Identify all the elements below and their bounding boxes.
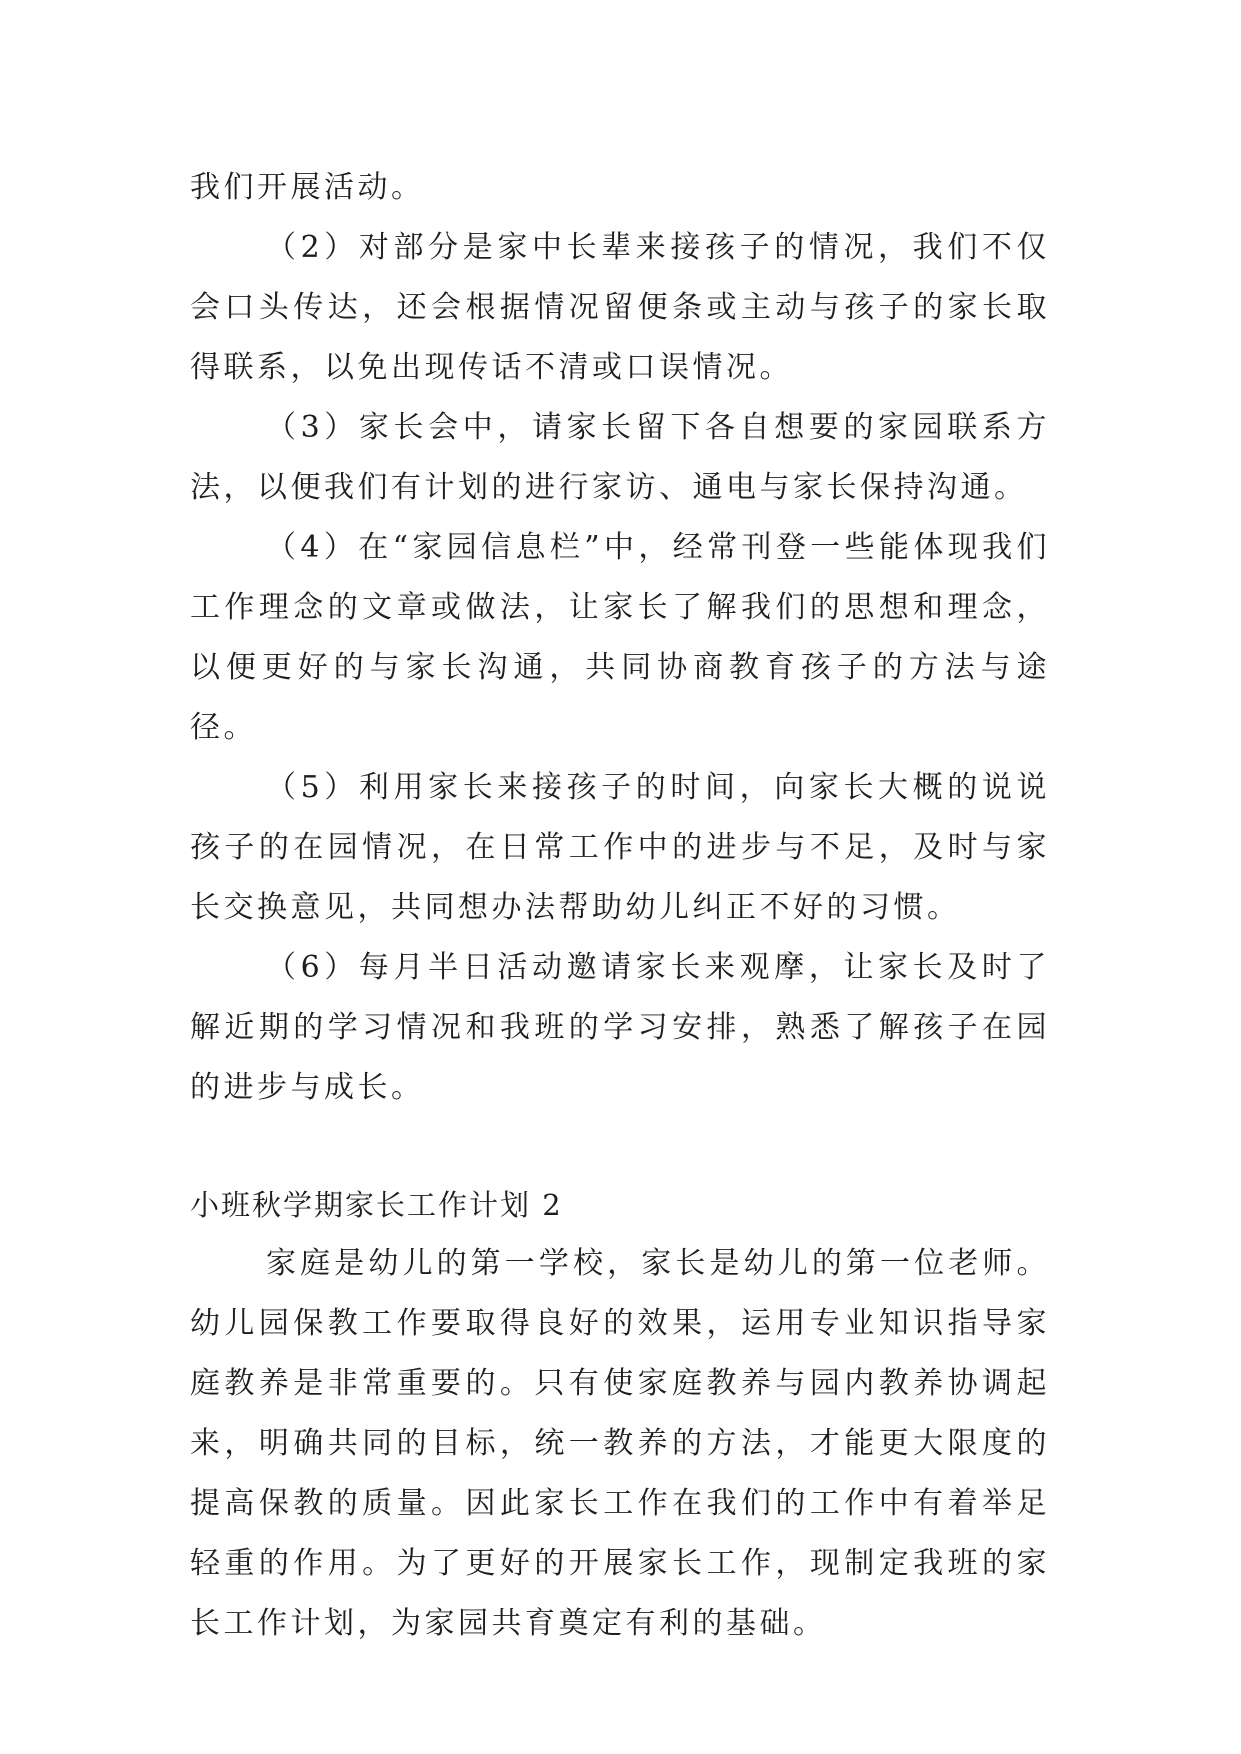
continuation-paragraph: 我们开展活动。 [190,170,425,205]
list-item-4: （4）在“家园信息栏”中，经常刊登一些能体现我们工作理念的文章或做法，让家长了解我们的思想和理念，以便更好的与家长沟通，共同协商教育孩子的方法与途径。 [190,530,1050,745]
document-page [190,158,1050,1654]
list-item-3: （3）家长会中，请家长留下各自想要的家园联系方法，以便我们有计划的进行家访、通电与家长保持沟通。 [190,410,1050,505]
list-item-5: （5）利用家长来接孩子的时间，向家长大概的说说孩子的在园情况，在日常工作中的进步与不足，及时与家长交换意见，共同想办法帮助幼儿纠正不好的习惯。 [190,770,1050,925]
list-item-6: （6）每月半日活动邀请家长来观摩，让家长及时了解近期的学习情况和我班的学习安排，熟悉了解孩子在园的进步与成长。 [190,950,1050,1105]
section-title: 小班秋学期家长工作计划 2 [190,1188,563,1222]
section-body-paragraph: 家庭是幼儿的第一学校，家长是幼儿的第一位老师。幼儿园保教工作要取得良好的效果，运用专业知识指导家庭教养是非常重要的。只有使家庭教养与园内教养协调起来，明确共同的目标，统一教养的方法，才能更大限度的提高保教的质量。因此家长工作在我们的工作中有着举足轻重的作用。为了更好的开展家长工作，现制定我班的家长工作计划，为家园共育奠定有利的基础。 [190,1246,1050,1641]
list-item-2: （2）对部分是家中长辈来接孩子的情况，我们不仅会口头传达，还会根据情况留便条或主动与孩子的家长取得联系，以免出现传话不清或口误情况。 [190,230,1050,385]
